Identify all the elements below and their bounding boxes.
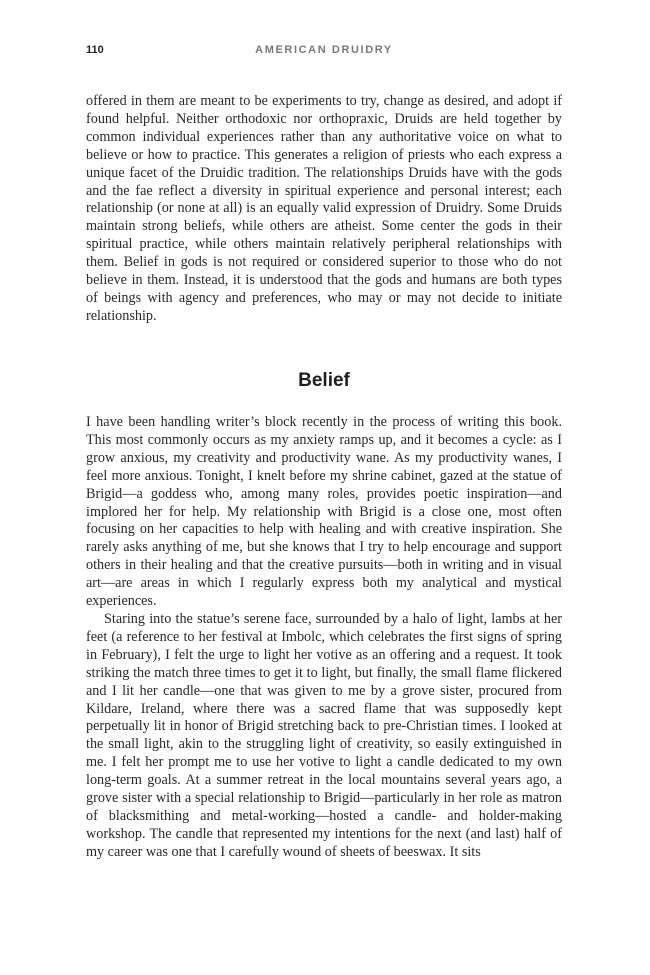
page-number: 110 bbox=[86, 44, 104, 56]
top-text-block bbox=[86, 93, 562, 326]
section-body bbox=[86, 414, 562, 862]
paragraph-continuation: offered in them are meant to be experiments to try, change as desired, and adopt if found helpful. Neither orthodoxic nor orthopraxic, Druids are held together by common individual experiences rather than any authoritative voice on what to believe or how to practice. This generates a religion of priests who each express a unique facet of the Druidic tradition. The relationships Druids have with the gods and the fae reflect a diversity in spiritual experience and personal interest; each relationship (or none at all) is an equally valid expression of Druidry. Some Druids maintain strong beliefs, while others are atheist. Some center the gods in their spiritual practice, while others maintain relatively peripheral relationships with them. Belief in gods is not required or considered superior to those who do not believe in them. Instead, it is understood that the gods and humans are both types of beings with agency and preferences, who may or may not decide to initiate relationship. bbox=[86, 93, 562, 324]
section-heading: Belief bbox=[298, 370, 350, 391]
paragraph: I have been handling writer’s block recently in the process of writing this book. This most commonly occurs as my anxiety ramps up, and it becomes a cycle: as I grow anxious, my creativity and productivity wane. As my productivity wanes, I feel more anxious. Tonight, I knelt before my shrine cabinet, gazed at the statue of Brigid—a goddess who, among many roles, provides poetic inspiration—and implored her for help. My relationship with Brigid is a close one, most often focusing on her capacities to help with healing and with creative inspiration. She rarely asks anything of me, but she knows that I try to help encourage and support others in their healing and that the creative pursuits—both in writing and in visual art—are areas in which I regularly express both my analytical and mystical experiences. bbox=[86, 414, 562, 610]
paragraph: Staring into the statue’s serene face, surrounded by a halo of light, lambs at her feet (a reference to her festival at Imbolc, which celebrates the first signs of spring in February), I felt the urge to light her votive as an offering and a request. It took striking the match three times to get it to light, but finally, the small flame flickered and I lit her candle—one that was given to me by a grove sister, procured from Kildare, Ireland, where there was a sacred flame that was supposedly kept perpetually lit in honor of Brigid stretching back to pre-Christian times. I looked at the small light, akin to the struggling light of creativity, so easily extinguished in me. I felt her prompt me to use her votive to light a candle dedicated to my own long-term goals. At a summer retreat in the local mountains several years ago, a grove sister with a special relationship to Brigid—particularly in her role as matron of blacksmithing and metal-working—hosted a candle- and holder-making workshop. The candle that represented my intentions for the next (and last) half of my career was one that I carefully wound of sheets of beeswax. It sits bbox=[86, 610, 562, 860]
running-header bbox=[86, 44, 562, 62]
book-title: AMERICAN DRUIDRY bbox=[255, 44, 393, 56]
